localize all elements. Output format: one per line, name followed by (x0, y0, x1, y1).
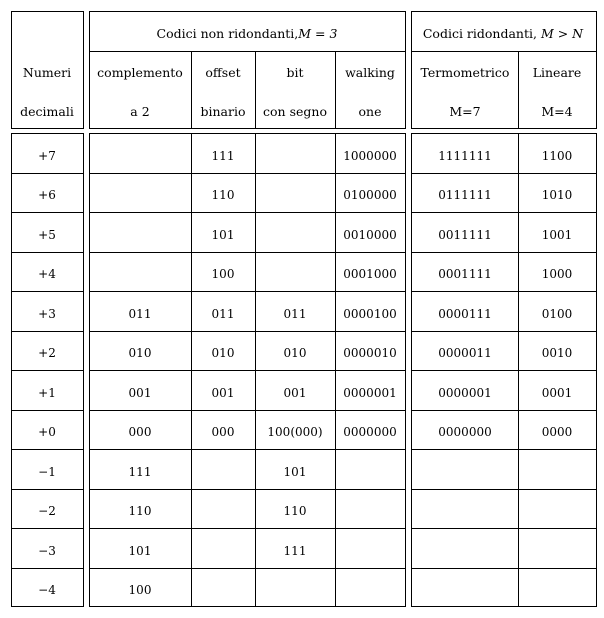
row-divider (11, 449, 84, 450)
row-divider (89, 291, 406, 292)
row-divider (89, 212, 406, 213)
row-divider (89, 568, 406, 569)
cell-offset: 010 (211, 346, 235, 361)
cell-offset: 001 (211, 385, 235, 400)
row-divider (89, 449, 406, 450)
cell-offset: 110 (211, 188, 235, 203)
cell-therm: 0000001 (438, 385, 492, 400)
cell-dec: +2 (38, 346, 56, 361)
col-header-sign-line1: bit (286, 64, 304, 80)
row-divider (11, 212, 84, 213)
row-divider (411, 331, 597, 332)
row-divider (89, 410, 406, 411)
col-header-decimal-line2: decimali (20, 103, 74, 119)
col-header-offset-line2: binario (200, 103, 246, 119)
cell-lin: 1000 (541, 267, 573, 282)
cell-sign: 011 (283, 306, 307, 321)
cell-offset: 101 (211, 227, 235, 242)
cell-walk: 0000000 (343, 425, 397, 440)
row-divider (89, 173, 406, 174)
row-divider (89, 370, 406, 371)
cell-c2: 110 (128, 504, 152, 519)
cell-c2: 011 (128, 306, 152, 321)
col-header-thermometric-line2: M=7 (449, 103, 481, 119)
row-divider (411, 528, 597, 529)
row-divider (411, 410, 597, 411)
cell-dec: −4 (38, 583, 56, 598)
cell-c2: 010 (128, 346, 152, 361)
row-divider (411, 370, 597, 371)
row-divider (89, 528, 406, 529)
non-redundant-group-header: Codici non ridondanti,M = 3 (156, 25, 338, 41)
col-header-linear-line1: Lineare (532, 64, 582, 80)
cell-c2: 001 (128, 385, 152, 400)
row-divider (11, 410, 84, 411)
cell-c2: 100 (128, 583, 152, 598)
col-header-walking-line2: one (358, 103, 382, 119)
row-divider (11, 252, 84, 253)
cell-sign: 001 (283, 385, 307, 400)
row-divider (411, 568, 597, 569)
col-header-complement-line1: complemento (97, 64, 183, 80)
row-divider (411, 212, 597, 213)
cell-sign: 111 (283, 543, 307, 558)
row-divider (11, 291, 84, 292)
cell-offset: 111 (211, 148, 235, 163)
col-header-sign-line2: con segno (263, 103, 327, 119)
non-redundant-group-divider (89, 51, 406, 52)
row-divider (411, 291, 597, 292)
cell-walk: 0001000 (343, 267, 397, 282)
row-divider (11, 489, 84, 490)
cell-lin: 0100 (541, 306, 573, 321)
cell-therm: 0000111 (438, 306, 492, 321)
cell-offset: 000 (211, 425, 235, 440)
cell-offset: 100 (211, 267, 235, 282)
cell-lin: 0010 (541, 346, 573, 361)
redundant-group-divider (411, 51, 597, 52)
col-header-walking-line1: walking (345, 64, 395, 80)
cell-sign: 010 (283, 346, 307, 361)
cell-dec: +3 (38, 306, 56, 321)
cell-sign: 100(000) (267, 425, 323, 440)
cell-lin: 1100 (541, 148, 573, 163)
cell-dec: +1 (38, 385, 56, 400)
row-divider (11, 331, 84, 332)
cell-c2: 111 (128, 464, 152, 479)
cell-dec: +6 (38, 188, 56, 203)
row-divider (411, 489, 597, 490)
cell-therm: 0000011 (438, 346, 492, 361)
row-divider (11, 370, 84, 371)
row-divider (89, 489, 406, 490)
cell-c2: 000 (128, 425, 152, 440)
col-header-complement-line2: a 2 (130, 103, 150, 119)
header-col-divider (518, 51, 519, 129)
cell-walk: 0010000 (343, 227, 397, 242)
row-divider (11, 568, 84, 569)
row-divider (89, 331, 406, 332)
cell-walk: 0100000 (343, 188, 397, 203)
row-divider (411, 252, 597, 253)
row-divider (11, 528, 84, 529)
cell-walk: 1000000 (343, 148, 397, 163)
cell-therm: 0011111 (438, 227, 492, 242)
cell-lin: 0001 (541, 385, 573, 400)
col-header-thermometric-line1: Termometrico (420, 64, 510, 80)
cell-dec: +0 (38, 425, 56, 440)
redundant-group-header: Codici ridondanti, M > N (422, 25, 584, 41)
row-divider (89, 252, 406, 253)
cell-sign: 110 (283, 504, 307, 519)
cell-dec: −1 (38, 464, 56, 479)
cell-therm: 0111111 (438, 188, 492, 203)
cell-dec: +4 (38, 267, 56, 282)
cell-c2: 101 (128, 543, 152, 558)
cell-lin: 1001 (541, 227, 573, 242)
cell-dec: −3 (38, 543, 56, 558)
cell-dec: −2 (38, 504, 56, 519)
header-col-divider (255, 51, 256, 129)
col-header-decimal-line1: Numeri (22, 64, 72, 80)
cell-offset: 011 (211, 306, 235, 321)
header-col-divider (191, 51, 192, 129)
cell-dec: +5 (38, 227, 56, 242)
cell-lin: 1010 (541, 188, 573, 203)
cell-therm: 1111111 (438, 148, 492, 163)
cell-lin: 0000 (541, 425, 573, 440)
cell-walk: 0000100 (343, 306, 397, 321)
cell-therm: 0000000 (438, 425, 492, 440)
row-divider (11, 173, 84, 174)
header-col-divider (335, 51, 336, 129)
cell-sign: 101 (283, 464, 307, 479)
cell-walk: 0000010 (343, 346, 397, 361)
col-header-linear-line2: M=4 (541, 103, 573, 119)
col-header-offset-line1: offset (205, 64, 241, 80)
row-divider (411, 173, 597, 174)
cell-therm: 0001111 (438, 267, 492, 282)
cell-walk: 0000001 (343, 385, 397, 400)
row-divider (411, 449, 597, 450)
cell-dec: +7 (38, 148, 56, 163)
